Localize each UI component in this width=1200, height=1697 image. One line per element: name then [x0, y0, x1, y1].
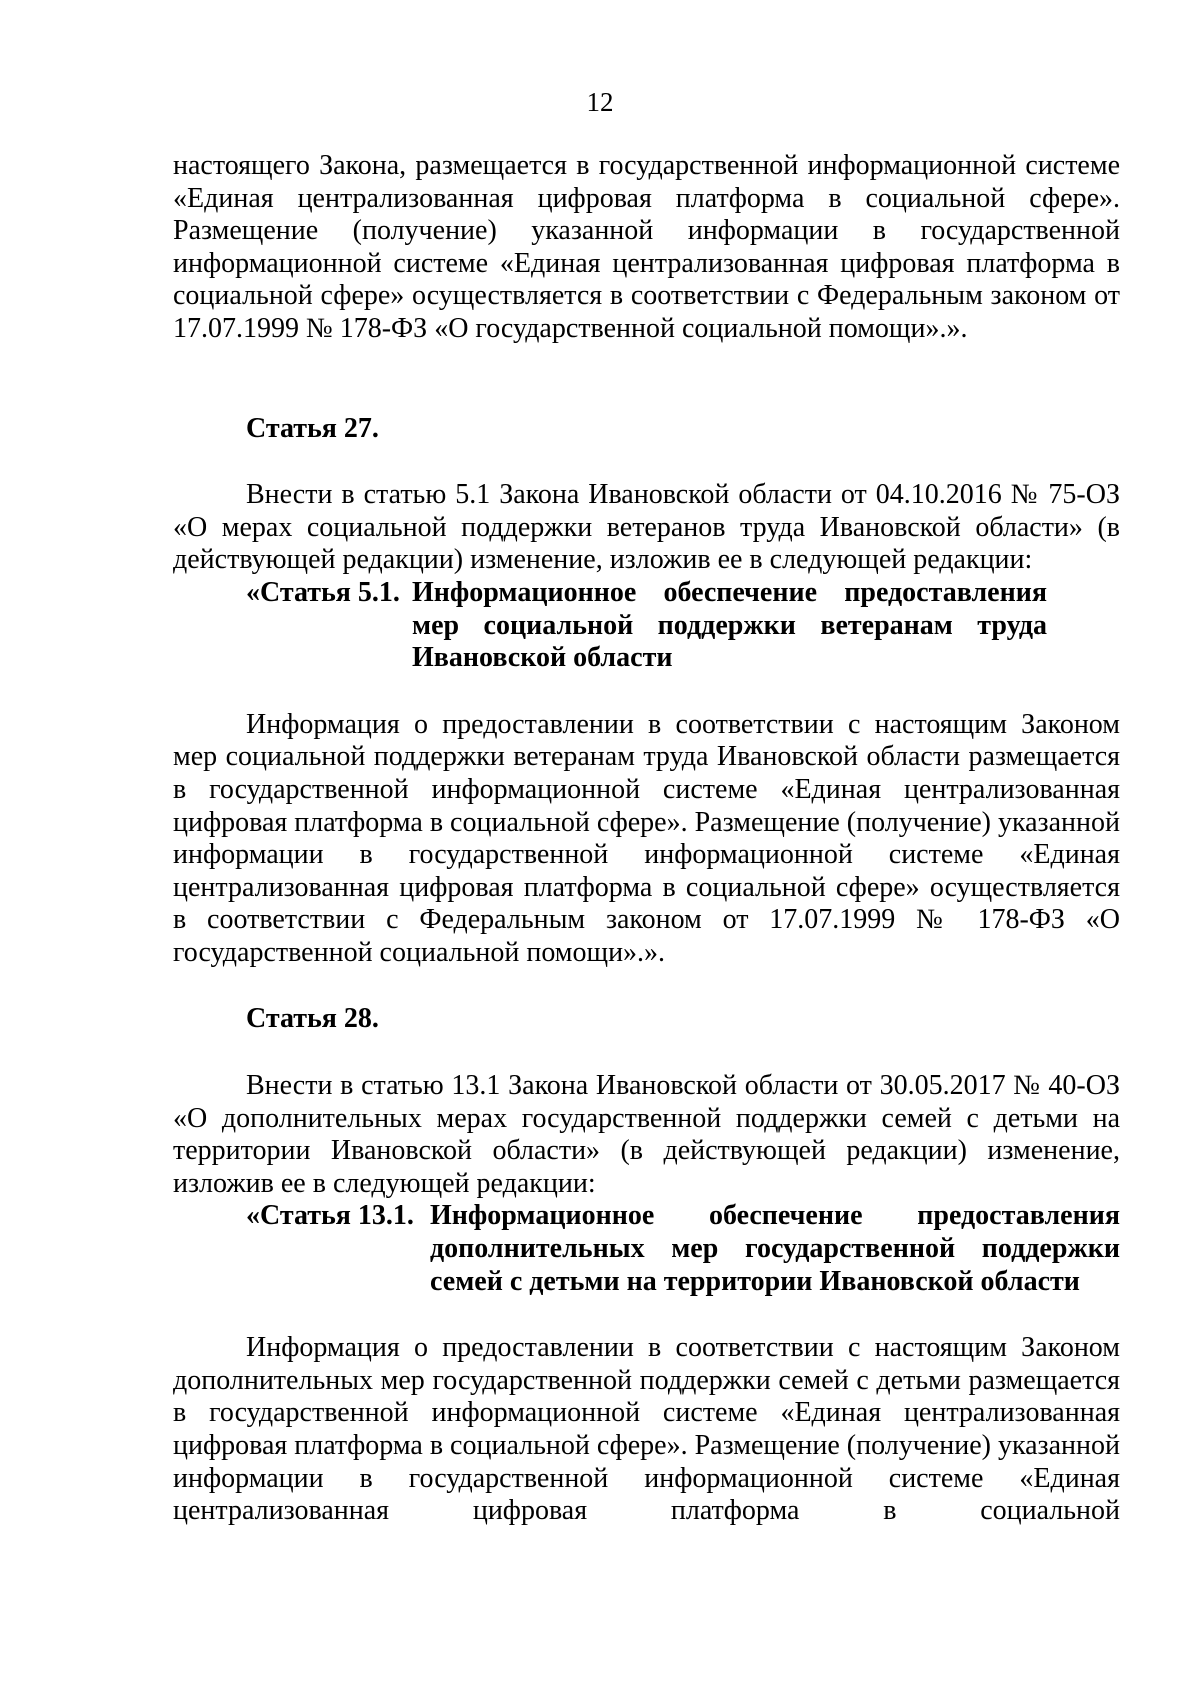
spacer: [173, 675, 1120, 709]
spacer: [173, 380, 1120, 413]
article-27-paragraph: Внести в статью 5.1 Закона Ивановской области от 04.10.2016 № 75-ОЗ «О мерах социальной поддержки ветеранов труда Ивановской области» (в действующей редакции) изменение, изложив ее в следующей редакции:: [173, 479, 1120, 576]
article-5-1-title: [173, 577, 1120, 675]
spacer: [173, 969, 1120, 1003]
article-13-1-paragraph: Информация о предоставлении в соответствии с настоящим Законом дополнительных мер государственной поддержки семей с детьми размещается в государственной информационной системе «Единая централизованная цифровая платформа в социальной сфере». Размещение (получение) указанной информации в государственной информационной системе «Единая централизованная цифровая платформа в социальной: [173, 1332, 1120, 1527]
article-13-1-title: [173, 1200, 1120, 1298]
page-number: 12: [586, 87, 614, 117]
continuation-paragraph: настоящего Закона, размещается в государственной информационной системе «Единая централизованная цифровая платформа в социальной сфере». Размещение (получение) указанной информации в государственной информационной системе «Единая централизованная цифровая платформа в социальной сфере» осуществляется в соответствии с Федеральным законом от 17.07.1999 № 178-ФЗ «О государственной социальной помощи».».: [173, 150, 1120, 344]
article-5-1-title-text: Информационное обеспечение предоставления мер социальной поддержки ветеранам труда Ивановской области: [412, 576, 1047, 674]
document-body: [173, 150, 1120, 1528]
article-28-paragraph: Внести в статью 13.1 Закона Ивановской области от 30.05.2017 № 40-ОЗ «О дополнительных мерах государственной поддержки семей с детьми на территории Ивановской области» (в действующей редакции) изменение, изложив ее в следующей редакции:: [173, 1070, 1120, 1199]
article-13-1-title-text: Информационное обеспечение предоставления дополнительных мер государственной поддержки семей с детьми на территории Ивановской области: [430, 1200, 1120, 1297]
article-5-1-label: «Статья 5.1.: [246, 576, 400, 608]
article-5-1-paragraph: Информация о предоставлении в соответствии с настоящим Законом мер социальной поддержки ветеранам труда Ивановской области размещается в государственной информационной системе «Единая централизованная цифровая платформа в социальной сфере». Размещение (получение) указанной информации в государственной информационной системе «Единая централизованная цифровая платформа в социальной сфере» осуществляется в соответствии с Федеральным законом от 17.07.1999 № 178-ФЗ «О государственной социальной помощи».».: [173, 708, 1120, 968]
article-heading-28: Статья 28.: [246, 1003, 379, 1035]
spacer: [173, 445, 1120, 479]
article-13-1-label: «Статья 13.1.: [246, 1200, 414, 1232]
spacer: [173, 346, 1120, 380]
article-heading-27: Статья 27.: [246, 412, 379, 444]
spacer: [173, 1298, 1120, 1332]
spacer: [173, 1036, 1120, 1070]
